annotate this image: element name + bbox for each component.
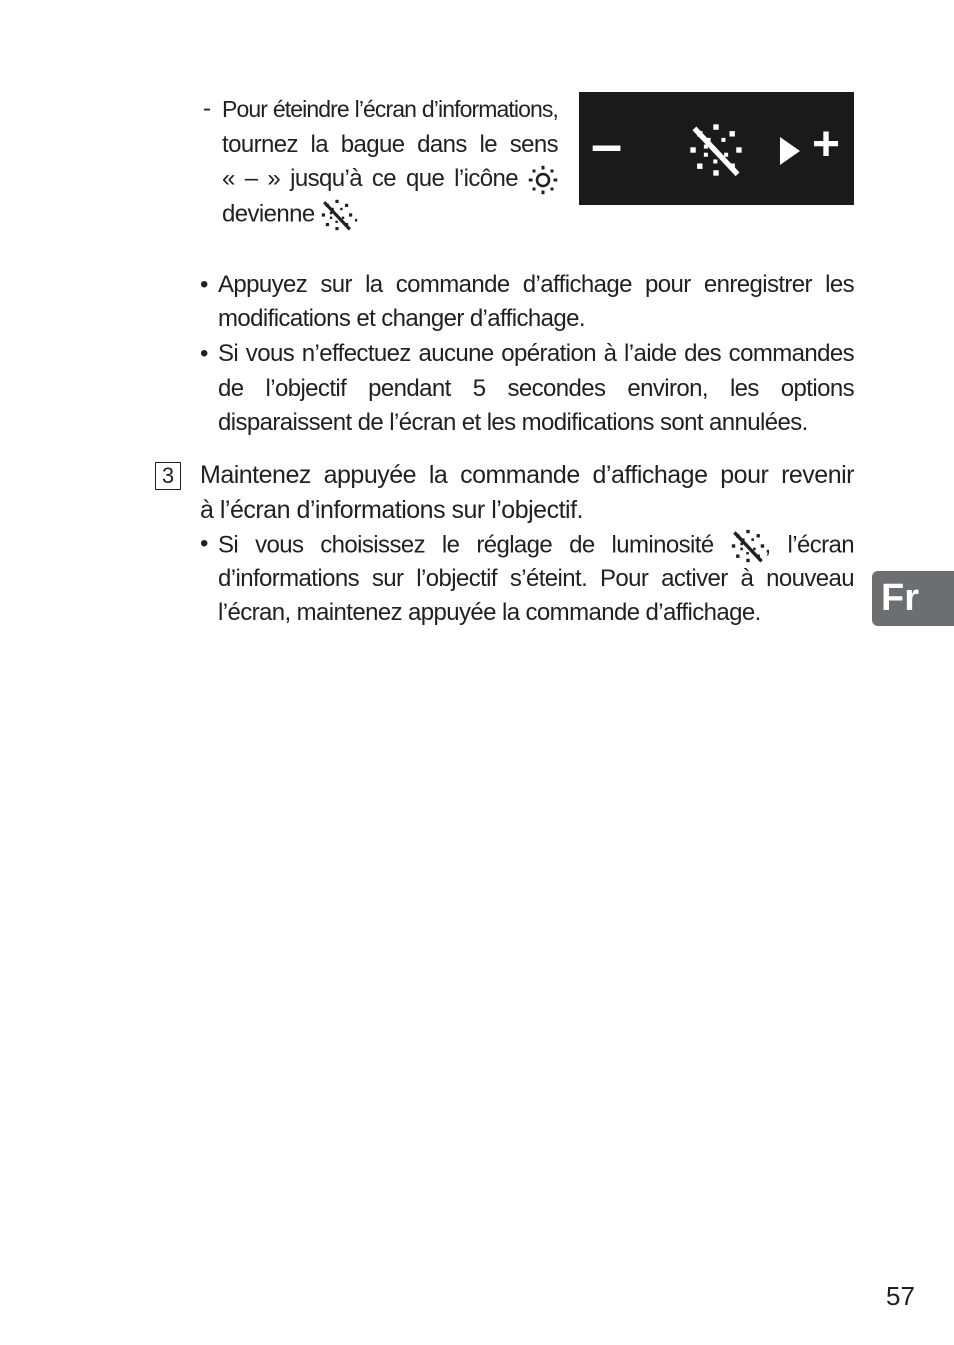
dash-marker: - [203, 95, 211, 122]
dash-line-1 [222, 94, 558, 124]
triangle-right-icon [780, 137, 802, 165]
brightness-off-icon [321, 199, 353, 231]
bullet-1-line-1 [218, 270, 854, 300]
bullet-1-line-1-text: Appuyez sur la commande d’affichage pour enregistrer les [218, 271, 854, 298]
lcd-panel [579, 92, 854, 205]
bullet-1-line-2 [218, 304, 585, 334]
dash-line-4-text: devienne [222, 200, 315, 228]
step-bullet-line-1-text: Si vous choisissez le réglage de luminosité [218, 531, 714, 559]
brightness-off-icon [731, 529, 765, 563]
step-heading-line-1 [200, 460, 854, 490]
bullet-2-line-3-text: disparaissent de l’écran et les modifications sont annulées. [218, 409, 808, 436]
step-bullet-line-2-text: d’informations sur l’objectif s’éteint. Pour activer à nouveau [218, 565, 854, 592]
bullet-2-line-2 [218, 374, 854, 404]
lcd-plus: + [812, 118, 841, 171]
step-bullet-marker: • [200, 530, 209, 557]
brightness-off-icon [689, 122, 743, 178]
step-heading-line-2-text: à l’écran d’informations sur l’objectif. [200, 496, 583, 524]
step-heading-line-1-text: Maintenez appuyée la commande d’affichage pour revenir [200, 461, 854, 489]
bullet-2-line-2-text: de l’objectif pendant 5 secondes environ, les options [218, 375, 854, 402]
bullet-2-line-3 [218, 408, 808, 438]
bullet-2-line-1-text: Si vous n’effectuez aucune opération à l’aide des commandes [218, 340, 854, 367]
step-bullet-line-2 [218, 564, 854, 594]
bullet-2-line-1 [218, 339, 854, 369]
dash-line-3-text: « – » jusqu’à ce que l’icône [222, 165, 519, 192]
step-heading-line-2 [200, 495, 583, 525]
step-bullet-line-1 [218, 529, 854, 563]
step-number-box: 3 [155, 462, 181, 490]
language-tab-label: Fr [881, 577, 919, 619]
language-tab [872, 571, 954, 626]
dash-line-4-end: . [352, 200, 359, 228]
step-bullet-line-1-end: , l’écran [764, 531, 855, 559]
page-number: 57 [886, 1281, 915, 1311]
dash-line-2-text: tournez la bague dans le sens [222, 131, 558, 158]
brightness-sun-icon [528, 165, 558, 195]
dash-line-1-text: Pour éteindre l’écran d’informations, [222, 96, 558, 122]
bullet-1-line-2-text: modifications et changer d’affichage. [218, 305, 585, 332]
bullet-marker: • [200, 271, 209, 298]
step-bullet-line-3 [218, 598, 761, 628]
lcd-minus: – [591, 112, 623, 175]
dash-line-2 [222, 130, 558, 160]
bullet-marker: • [200, 340, 209, 367]
dash-line-3 [222, 164, 558, 195]
step-bullet-line-3-text: l’écran, maintenez appuyée la commande d’affichage. [218, 599, 761, 626]
dash-line-4 [222, 199, 359, 231]
